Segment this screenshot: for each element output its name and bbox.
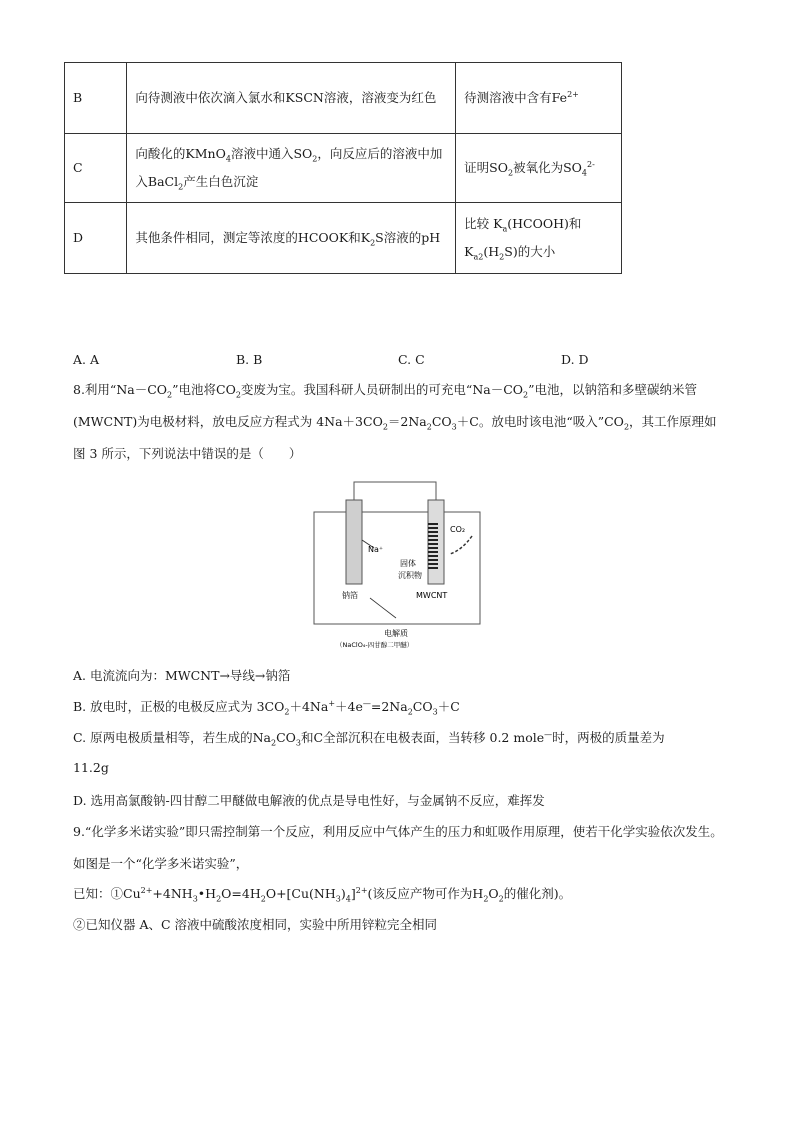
option-cell: D — [65, 203, 127, 274]
choice-a[interactable]: A. A — [73, 352, 100, 367]
operation-cell: 向酸化的KMnO$_4$溶液中通入$SO_2$，向反应后的溶液中加入BaCl$_2$产生白色沉淀 — [127, 134, 456, 203]
na-ion-label: Na⁺ — [368, 545, 384, 554]
choice-c[interactable]: C. C — [398, 352, 425, 367]
q8-option-a[interactable]: A. 电流流向为：MWCNT→导线→钠箔 — [73, 668, 291, 683]
q9-known-2: ②已知仪器 A、C 溶液中硫酸浓度相同，实验中所用锌粒完全相同 — [73, 917, 438, 932]
solid-label-2: 沉积物 — [398, 571, 422, 580]
experiment-table — [64, 62, 622, 274]
conclusion-cell: 比较 $K_a(HCOOH)$和 $K_{a2}(H_2S)$的大小 — [456, 203, 622, 274]
q9-stem: 9.“化学多米诺实验”即只需控制第一个反应，利用反应中气体产生的压力和虹吸作用原理，使若干化学实验依次发生。如图是一个“化学多米诺实验”， — [73, 824, 723, 871]
electrolyte-label: 电解质 — [384, 629, 408, 638]
table-row — [65, 203, 622, 274]
conclusion-cell: 证明$SO_2$被氧化为$SO_4^{2-}$ — [456, 134, 622, 203]
q8-option-c-line2: 11.2g — [73, 760, 109, 775]
co2-label: CO₂ — [450, 525, 466, 534]
mwcnt-label: MWCNT — [416, 591, 448, 600]
battery-diagram — [312, 470, 482, 650]
q9-known-1: 已知：$①Cu^{2+}+4NH_3•H_2O=4H_2O+[Cu(NH_3)_4]^{2+}$(该反应产物可作为$H_2O_2$的催化剂)。 — [73, 885, 572, 904]
q7-choices — [73, 352, 713, 372]
mwcnt-electrode — [428, 500, 444, 584]
wire — [354, 482, 436, 500]
solid-label-1: 固体 — [400, 559, 416, 568]
table-row — [65, 63, 622, 134]
na-foil-electrode — [346, 500, 362, 584]
choice-d[interactable]: D. D — [561, 352, 589, 367]
operation-cell: 向待测液中依次滴入氯水和KSCN溶液，溶液变为红色 — [127, 63, 456, 134]
q8-stem: 8.利用“$Na-CO_2$”电池将$CO_2$变废为宝。我国科研人员研制出的可充电“$Na-CO_2$”电池，以钠箔和多壁碳纳米管(MWCNT)为电极材料，放电反应方程式为 $4Na+3CO_2=2Na_2CO_3+C$。放电时该电池“吸入$”CO_2$，其工作原理如图 3 所示，下列说法中错误的是（ ） — [73, 382, 717, 461]
option-cell: C — [65, 134, 127, 203]
conclusion-cell: 待测溶液中含有$Fe^{2+}$ — [456, 63, 622, 134]
na-foil-label: 钠箔 — [342, 591, 358, 600]
q8-option-d[interactable]: D. 选用高氯酸钠-四甘醇二甲醚做电解液的优点是导电性好，与金属钠不反应，难挥发 — [73, 793, 545, 808]
option-cell: B — [65, 63, 127, 134]
choice-b[interactable]: B. B — [236, 352, 263, 367]
q8-option-c[interactable]: C. 原两电极质量相等，若生成的$Na_2CO_3$和C全部沉积在电极表面，当转移 0.2 mole—时，两极的质量差为 — [73, 729, 665, 748]
table-row — [65, 134, 622, 203]
electrolyte-note: （NaClO₄-四甘醇二甲醚） — [336, 641, 414, 649]
operation-cell: 其他条件相同，测定等浓度的HCOOK和$K_2S$溶液的pH — [127, 203, 456, 274]
q8-option-b[interactable]: B. 放电时，正极的电极反应式为 $3CO_2+4Na^++4e^—=2Na_2CO_3+C$ — [73, 698, 460, 717]
